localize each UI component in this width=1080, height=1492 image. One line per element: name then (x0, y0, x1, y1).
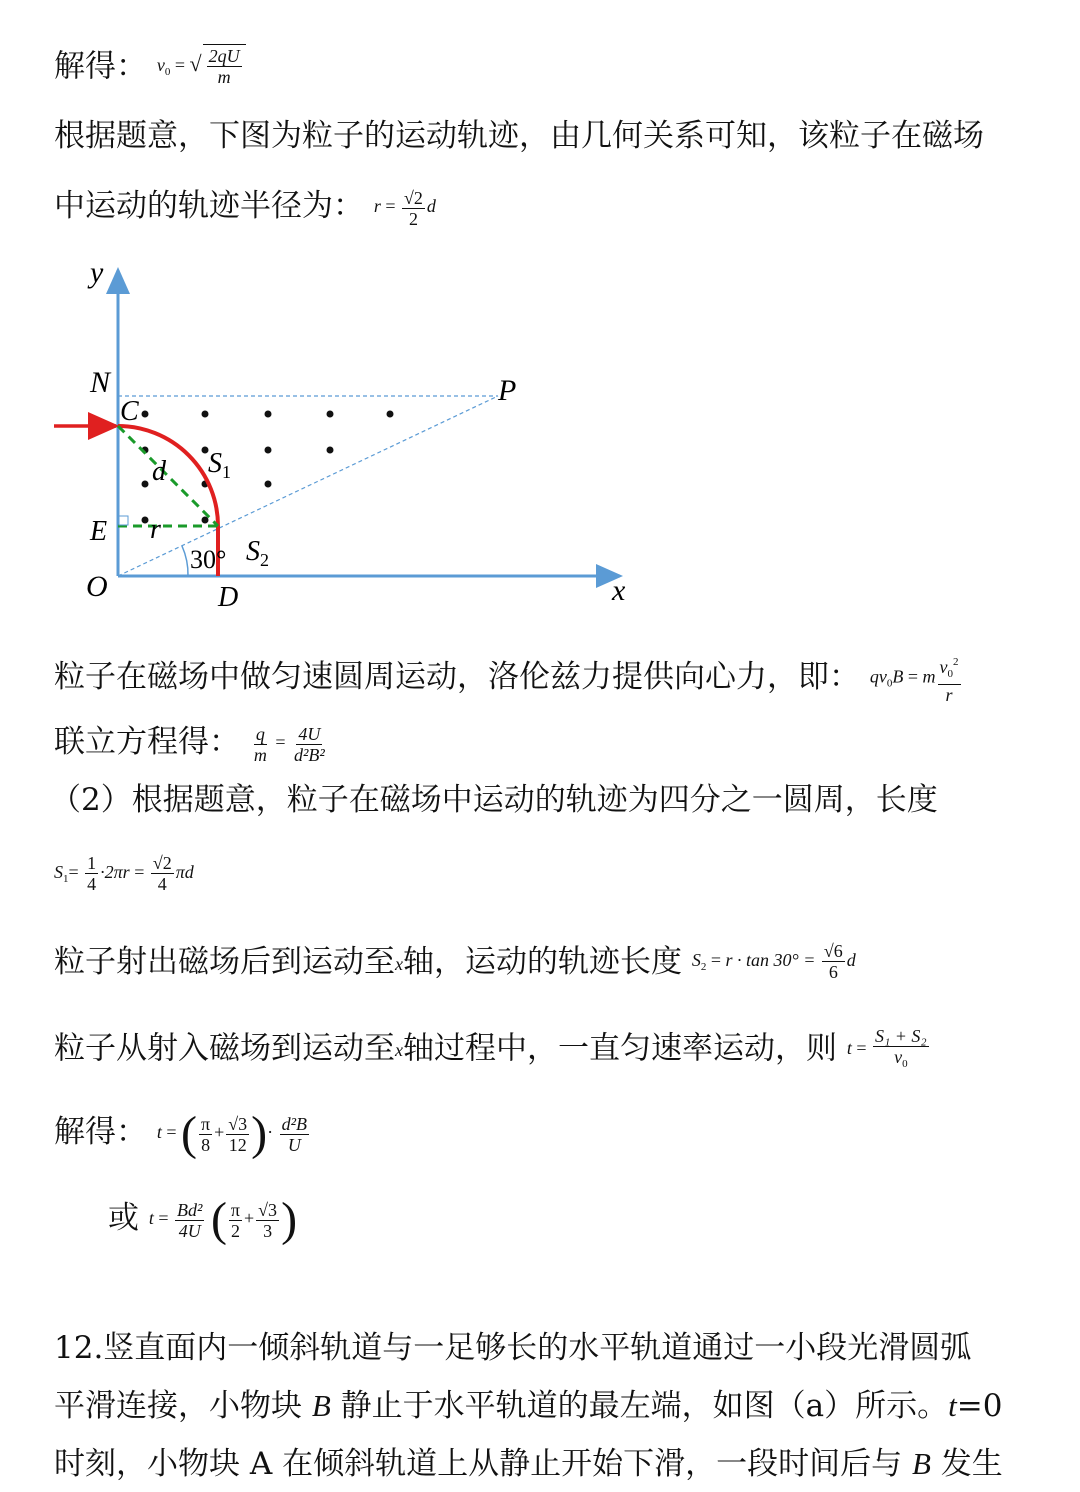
text-s2-line: 粒子射出磁场后到运动至x轴，运动的轨迹长度 $S_2 = r \cdot \tan 30^\circ$ = $\frac{√6}{6}$ d (54, 940, 856, 987)
label-c: C (120, 396, 139, 427)
label-r: r (150, 514, 161, 545)
formula-t-def: t = $\frac{\text{S₁ + S₂}}{v_0}$ (846, 1026, 927, 1070)
formula-v0: $v_0$ = √ $\frac{2qU}{m}$ (157, 44, 246, 92)
formula-t-result: t = ( $\frac{\pi}{8}$ + $\frac{√3}{12}$ )· $\frac{\text{d²B}}{U}$ (156, 1107, 308, 1161)
solution-line-v0 (54, 44, 246, 92)
label-jiede: 解得： (54, 48, 147, 85)
solution-t-alt-line: 或 t = $\frac{\text{Bd²}}{4U}$ ( $\frac{\pi}{2}$ + $\frac{√3}{3}$ ) (108, 1193, 298, 1247)
text-part2: （2）根据题意，粒子在磁场中运动的轨迹为四分之一圆周，长度 (50, 782, 938, 818)
formula-s2: $S_2 = r \cdot \tan 30^\circ$ = $\frac{√6}{6}$ d (691, 941, 856, 983)
field-dots (142, 411, 394, 524)
formula-radius: r = $\frac{√2}{2}$ d (373, 187, 436, 229)
angle-arc (182, 546, 188, 576)
label-s1: $S_1$ (208, 448, 231, 482)
formula-q-over-m: $\frac{q}{m}$ = $\frac{4U}{\text{d²B²}}$ (253, 723, 325, 765)
formula-lorentz: $qv_0B = m$ $\frac{v_0^2}{r}$ (870, 652, 963, 705)
formula-s1-line (54, 852, 194, 899)
text-radius-line: 中运动的轨迹半径为： r = $\frac{√2}{2}$ d (54, 187, 436, 229)
trajectory-diagram (50, 250, 650, 610)
right-angle-marker (119, 516, 128, 525)
question-12-line3: 时刻，小物块 A 在倾斜轨道上从静止开始下滑，一段时间后与 B 发生 (54, 1446, 1003, 1482)
text-time-line: 粒子从射入磁场到运动至x轴过程中，一直匀速率运动，则 t = $\frac{\text{S₁ + S₂}}{v_0}$ (54, 1026, 931, 1074)
text-lorentz-line: 粒子在磁场中做匀速圆周运动，洛伦兹力提供向心力，即： $qv_0B = m$ $\frac{v_0^2}{r}$ (54, 652, 963, 705)
label-d-chord: d (152, 456, 166, 487)
label-n: N (90, 366, 111, 399)
label-d-point: D (218, 582, 239, 610)
question-12-line2: 平滑连接，小物块 B 静止于水平轨道的最左端，如图（a）所示。t=0 (54, 1388, 1003, 1424)
label-s2: $S_2$ (246, 536, 269, 570)
text-combine-line: 联立方程得： $\frac{q}{m}$ = $\frac{4U}{\text{d²B²}}$ (54, 722, 329, 765)
solution-t-line: 解得： t = ( $\frac{\pi}{8}$ + $\frac{√3}{12}$ )· $\frac{\text{d²B}}{U}$ (54, 1112, 311, 1155)
boundary-op (118, 396, 498, 576)
label-e: E (90, 516, 108, 547)
label-y: y (90, 256, 104, 289)
label-o: O (86, 570, 108, 603)
text-paragraph-intro: 根据题意，下图为粒子的运动轨迹，由几何关系可知，该粒子在磁场 (54, 118, 984, 154)
formula-s1: $S_1=$ $\frac{1}{4}$ ·2πr = $\frac{√2}{4}$ πd (54, 853, 194, 895)
question-12-line1: 12.竖直面内一倾斜轨道与一足够长的水平轨道通过一小段光滑圆弧 (54, 1330, 972, 1366)
label-x: x (612, 574, 626, 607)
formula-t-alt: t = $\frac{\text{Bd²}}{4U}$ ( $\frac{\pi}{2}$ + $\frac{√3}{3}$ ) (148, 1193, 298, 1247)
label-angle: 30° (190, 545, 227, 574)
label-p: P (498, 374, 517, 407)
